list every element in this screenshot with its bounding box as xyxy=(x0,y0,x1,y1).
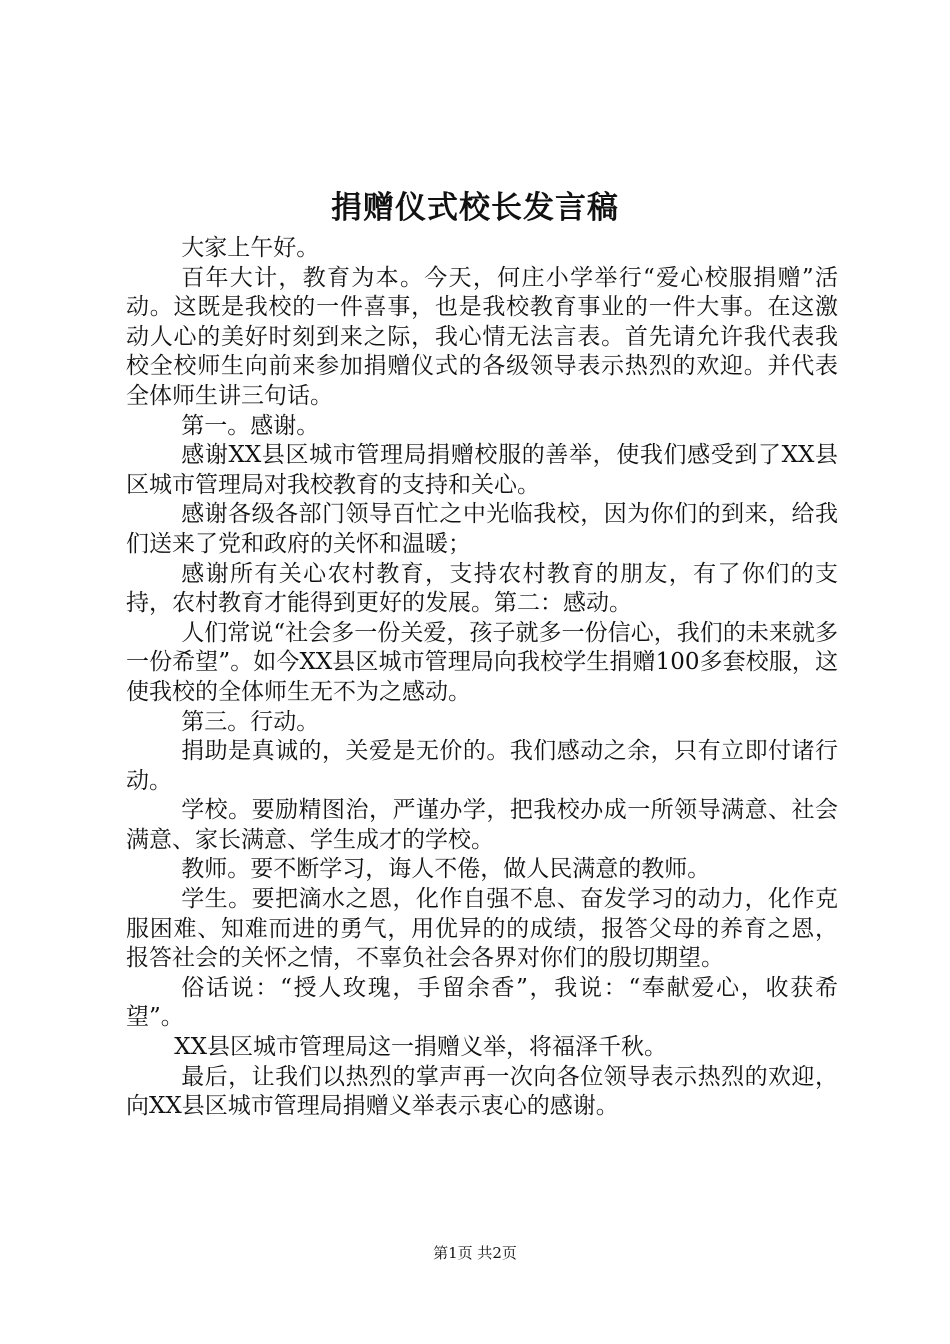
paragraph-section-three: 第三。行动。 xyxy=(181,708,320,735)
paragraph-section-one: 第一。感谢。 xyxy=(181,412,320,439)
paragraph-school: 学校。要励精图治，严谨办学，把我校办成一所领导满意、社会满意、家长满意、学生成才的学校。 xyxy=(126,797,838,853)
paragraph-teachers: 教师。要不断学习，诲人不倦，做人民满意的教师。 xyxy=(181,856,711,883)
document-body xyxy=(126,234,838,1122)
paragraph-saying: 俗话说：“授人玫瑰，手留余香”，我说：“奉献爱心，收获希望”。 xyxy=(126,974,838,1031)
paragraph-closing: 最后，让我们以热烈的掌声再一次向各位领导表示热烈的欢迎，向XX县区城市管理局捐赠义举表示衷心的感谢。 xyxy=(126,1063,838,1120)
document-title: 捐赠仪式校长发言稿 xyxy=(331,190,619,226)
paragraph-greeting: 大家上午好。 xyxy=(181,235,320,261)
paragraph-thanks-friends: 感谢所有关心农村教育，支持农村教育的朋友，有了你们的支持，农村教育才能得到更好的发展。第二：感动。 xyxy=(126,560,838,617)
paragraph-students: 学生。要把滴水之恩，化作自强不息、奋发学习的动力，化作克服困难、知难而进的勇气，用优异的的成绩，报答父母的养育之恩，报答社会的关怀之情，不辜负社会各界对你们的殷切期望。 xyxy=(126,886,838,972)
page-number-footer: 第1页 共2页 xyxy=(433,1244,517,1262)
paragraph-thanks-bureau: 感谢XX县区城市管理局捐赠校服的善举，使我们感受到了XX县区城市管理局对我校教育的支持和关心。 xyxy=(126,442,838,498)
paragraph-action: 捐助是真诚的，关爱是无价的。我们感动之余，只有立即付诸行动。 xyxy=(126,738,838,794)
paragraph-blessing: XX县区城市管理局这一捐赠义举，将福泽千秋。 xyxy=(174,1034,668,1061)
paragraph-intro: 百年大计，教育为本。今天，何庄小学举行“爱心校服捐赠”活动。这既是我校的一件喜事，也是我校教育事业的一件大事。在这激动人心的美好时刻到来之际，我心情无法言表。首先请允许我代表我校全校师生向前来参加捐赠仪式的各级领导表示热烈的欢迎。并代表全体师生讲三句话。 xyxy=(126,264,838,409)
paragraph-thanks-leaders: 感谢各级各部门领导百忙之中光临我校，因为你们的到来，给我们送来了党和政府的关怀和温暖； xyxy=(126,501,838,557)
paragraph-moved: 人们常说“社会多一份关爱，孩子就多一份信心，我们的未来就多一份希望”。如今XX县区城市管理局向我校学生捐赠100多套校服，这使我校的全体师生无不为之感动。 xyxy=(126,619,838,705)
